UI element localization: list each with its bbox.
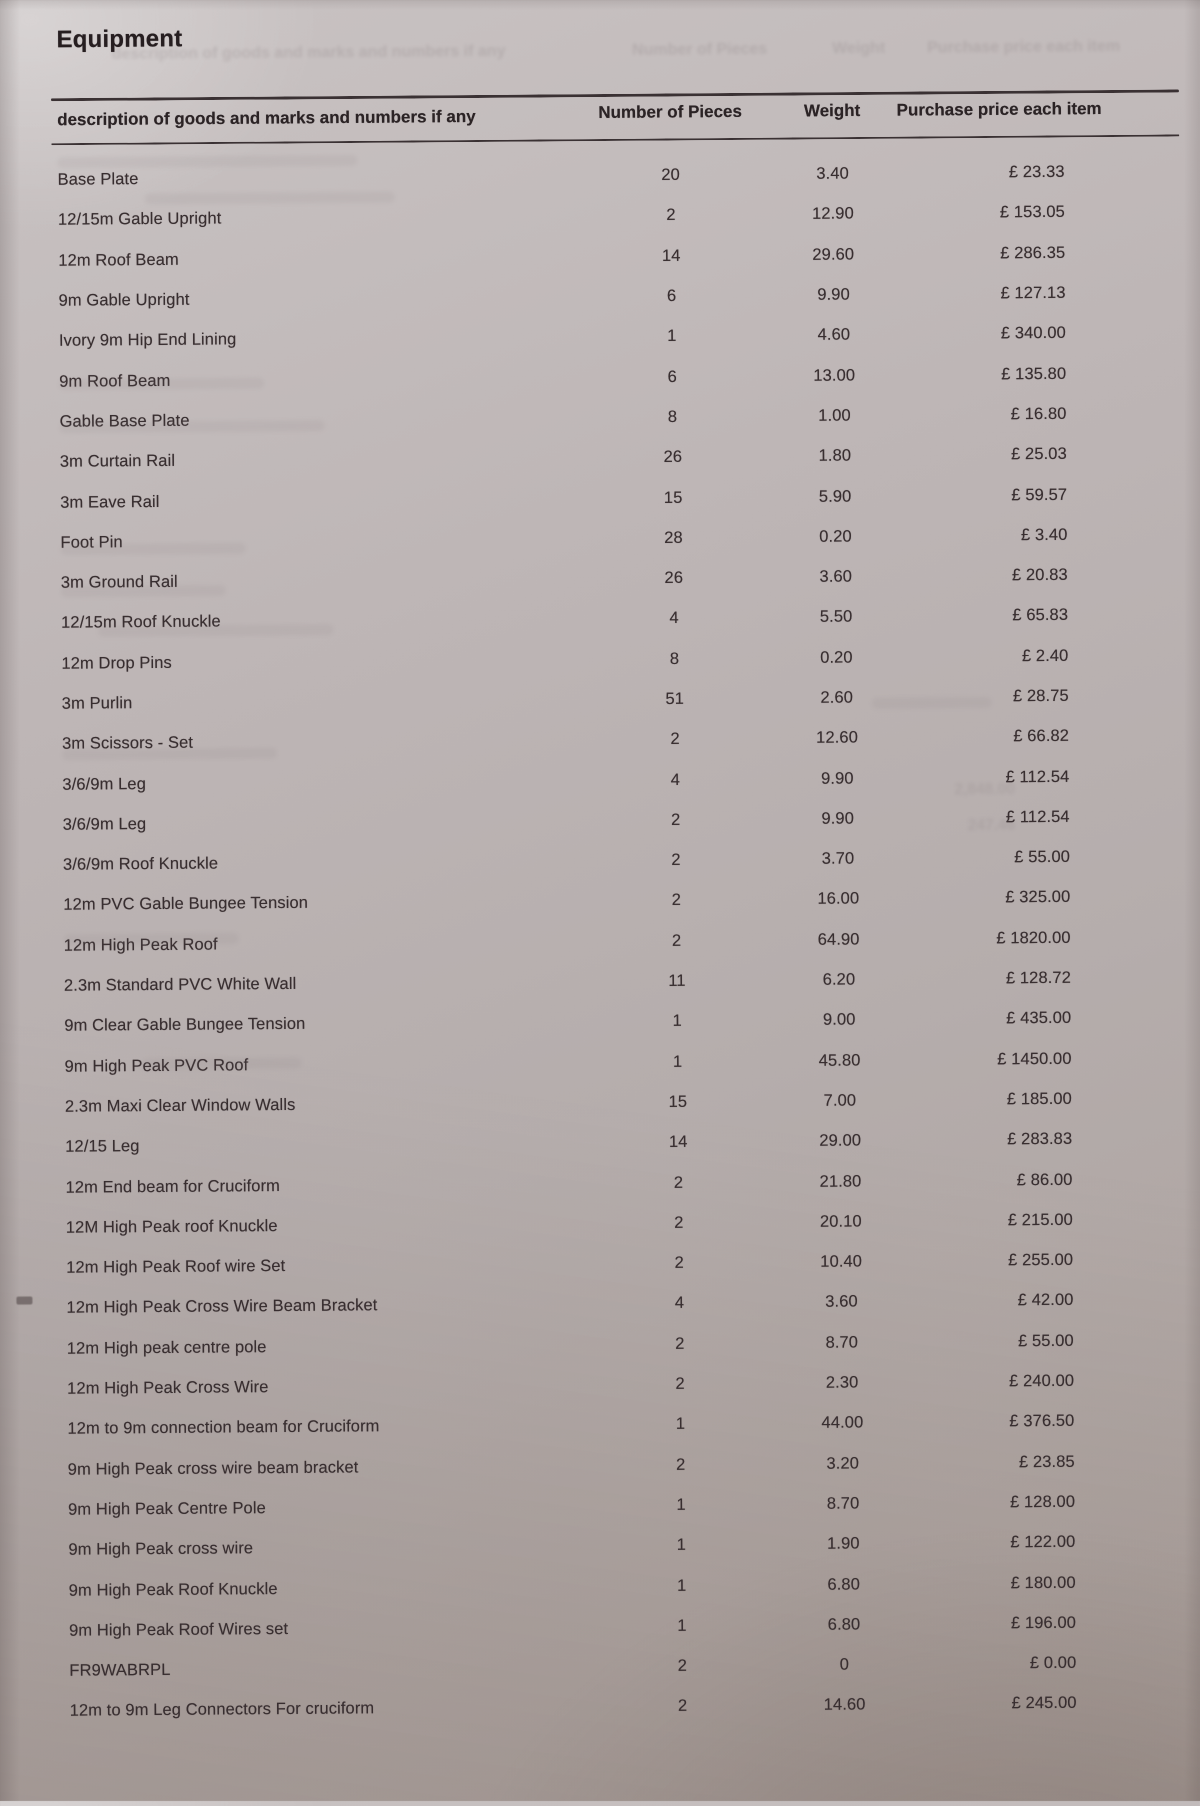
cell-description: 3m Ground Rail — [60, 572, 178, 592]
cell-price: £ 66.82 — [1013, 727, 1070, 746]
ghost-header-weight: Weight — [832, 39, 886, 58]
cell-pieces: 15 — [663, 488, 683, 507]
cell-description: 12M High Peak roof Knuckle — [65, 1216, 278, 1237]
cell-description: 12m High peak centre pole — [66, 1337, 267, 1358]
bleed-through-smudge — [142, 1057, 302, 1069]
cell-price: £ 340.00 — [1000, 324, 1066, 343]
cell-weight: 10.40 — [820, 1252, 863, 1271]
table-header-underline — [51, 134, 1179, 145]
cell-weight: 9.90 — [817, 285, 850, 304]
cell-weight: 9.90 — [821, 769, 854, 788]
cell-weight: 21.80 — [819, 1172, 862, 1191]
table-header-row — [0, 98, 1194, 137]
cell-weight: 20.10 — [819, 1212, 862, 1231]
cell-pieces: 6 — [667, 367, 677, 386]
cell-weight: 29.00 — [819, 1131, 862, 1151]
cell-price: £ 55.00 — [1017, 1331, 1074, 1350]
cell-description: 12m End beam for Cruciform — [65, 1176, 281, 1197]
cell-pieces: 2 — [673, 1173, 684, 1192]
cell-weight: 1.00 — [818, 406, 851, 425]
cell-price: £ 112.54 — [1005, 767, 1070, 786]
cell-weight: 1.90 — [827, 1534, 860, 1553]
bleed-through-smudge — [872, 697, 992, 709]
cell-pieces: 4 — [669, 609, 679, 628]
cell-weight: 8.70 — [825, 1333, 859, 1352]
cell-weight: 9.90 — [821, 809, 855, 828]
bleed-through-smudge — [64, 933, 239, 945]
cell-pieces: 2 — [666, 206, 676, 225]
ghost-header-price: Purchase price each item — [927, 37, 1121, 57]
cell-description: 2.3m Maxi Clear Window Walls — [64, 1095, 296, 1116]
cell-weight: 4.60 — [817, 325, 851, 345]
cell-price: £ 20.83 — [1011, 565, 1068, 585]
cell-pieces: 4 — [670, 770, 681, 789]
cell-pieces: 51 — [665, 689, 685, 708]
table-row — [7, 1683, 1200, 1733]
cell-description: 9m High Peak Roof Knuckle — [68, 1579, 278, 1600]
cell-pieces: 2 — [676, 1455, 686, 1474]
cell-price: £ 135.80 — [1001, 364, 1067, 383]
cell-weight: 0.20 — [819, 527, 852, 546]
cell-price: £ 325.00 — [1005, 888, 1071, 907]
cell-description: 12m to 9m Leg Connectors For cruciform — [69, 1699, 375, 1721]
cell-description: 12m PVC Gable Bungee Tension — [63, 894, 309, 915]
cell-description: 9m Gable Upright — [58, 290, 190, 310]
cell-description: Base Plate — [57, 170, 139, 189]
cell-price: £ 283.83 — [1007, 1130, 1073, 1149]
cell-price: £ 2.40 — [1021, 646, 1069, 665]
bleed-through-total-1: 2,848.00 — [954, 780, 1015, 799]
cell-price: £ 42.00 — [1017, 1291, 1074, 1310]
cell-weight: 9.00 — [822, 1010, 856, 1030]
cell-pieces: 1 — [672, 1012, 682, 1031]
ghost-header-description: description of goods and marks and numbers if any — [111, 42, 506, 63]
cell-pieces: 1 — [676, 1495, 686, 1514]
cell-price: £ 3.40 — [1020, 525, 1068, 544]
cell-pieces: 1 — [667, 327, 677, 346]
bleed-through-smudge — [62, 748, 277, 761]
cell-pieces: 2 — [677, 1656, 688, 1676]
cell-description: 2.3m Standard PVC White Wall — [63, 974, 297, 995]
cell-pieces: 15 — [668, 1092, 688, 1111]
cell-description: Gable Base Plate — [59, 411, 190, 431]
cell-price: £ 196.00 — [1010, 1613, 1077, 1633]
cell-price: £ 128.00 — [1009, 1492, 1076, 1512]
cell-description: 9m Clear Gable Bungee Tension — [64, 1015, 306, 1036]
ghost-header-pieces: Number of Pieces — [631, 40, 768, 59]
cell-price: £ 16.80 — [1010, 404, 1067, 424]
column-header-price: Purchase price each item — [896, 99, 1102, 120]
bleed-through-smudge — [61, 585, 226, 597]
cell-pieces: 2 — [677, 1697, 688, 1716]
cell-weight: 3.70 — [821, 849, 855, 868]
cell-price: £ 59.57 — [1011, 485, 1068, 504]
cell-description: 12/15m Gable Upright — [57, 209, 222, 230]
cell-weight: 14.60 — [823, 1695, 866, 1715]
cell-pieces: 14 — [668, 1133, 688, 1152]
cell-pieces: 1 — [676, 1536, 687, 1555]
cell-weight: 6.80 — [827, 1615, 861, 1634]
cell-weight: 13.00 — [813, 366, 856, 385]
cell-price: £ 435.00 — [1006, 1009, 1072, 1028]
cell-weight: 8.70 — [826, 1494, 860, 1513]
column-header-description: description of goods and marks and numbers if any — [57, 106, 476, 130]
cell-pieces: 2 — [674, 1254, 684, 1273]
cell-weight: 16.00 — [817, 889, 860, 909]
cell-description: 12m High Peak Roof wire Set — [66, 1257, 286, 1277]
cell-pieces: 2 — [670, 730, 680, 749]
cell-description: 3/6/9m Leg — [62, 774, 147, 794]
bleed-through-smudge — [61, 543, 246, 555]
cell-weight: 0 — [839, 1655, 850, 1674]
cell-price: £ 86.00 — [1016, 1170, 1073, 1189]
cell-pieces: 2 — [671, 931, 682, 950]
cell-description: 12m Roof Beam — [58, 250, 179, 270]
cell-price: £ 23.33 — [1008, 162, 1065, 182]
cell-pieces: 26 — [664, 568, 684, 588]
cell-price: £ 65.83 — [1012, 606, 1069, 625]
bleed-through-smudge — [59, 378, 264, 391]
cell-description: 12m High Peak Cross Wire Beam Bracket — [66, 1296, 378, 1318]
column-header-weight: Weight — [803, 100, 861, 121]
bleed-through-smudge — [57, 155, 357, 168]
cell-price: £ 28.75 — [1012, 686, 1069, 706]
cell-weight: 6.80 — [827, 1575, 861, 1594]
cell-description: 3m Purlin — [61, 694, 133, 713]
cell-pieces: 26 — [663, 448, 683, 467]
cell-price: £ 286.35 — [1000, 243, 1066, 263]
cell-description: FR9WABRPL — [69, 1661, 171, 1680]
cell-weight: 3.60 — [825, 1292, 858, 1312]
cell-price: £ 185.00 — [1006, 1089, 1072, 1109]
cell-price: £ 255.00 — [1008, 1250, 1074, 1270]
cell-pieces: 14 — [661, 246, 681, 265]
cell-pieces: 6 — [666, 286, 677, 305]
cell-description: 9m Roof Beam — [59, 371, 171, 391]
cell-pieces: 20 — [661, 165, 680, 185]
cell-price: £ 25.03 — [1010, 445, 1067, 464]
cell-pieces: 2 — [675, 1334, 685, 1353]
cell-description: 12m to 9m connection beam for Cruciform — [67, 1417, 380, 1439]
cell-weight: 6.20 — [822, 970, 856, 989]
cell-weight: 29.60 — [812, 245, 855, 264]
cell-description: 9m High Peak PVC Roof — [64, 1055, 249, 1076]
cell-pieces: 2 — [675, 1374, 685, 1393]
cell-weight: 3.60 — [819, 567, 853, 586]
cell-price: £ 240.00 — [1009, 1371, 1075, 1391]
cell-weight: 45.80 — [818, 1051, 861, 1070]
cell-price: £ 245.00 — [1011, 1694, 1077, 1713]
cell-pieces: 1 — [676, 1576, 687, 1595]
bleed-through-smudge — [98, 624, 333, 637]
cell-weight: 5.90 — [818, 487, 852, 506]
cell-price: £ 180.00 — [1010, 1573, 1076, 1592]
cell-description: 12/15 Leg — [65, 1137, 140, 1156]
cell-pieces: 1 — [675, 1415, 686, 1434]
cell-weight: 1.80 — [818, 446, 852, 465]
cell-price: £ 127.13 — [1000, 283, 1066, 303]
cell-description: 9m High Peak cross wire beam bracket — [67, 1458, 359, 1479]
cell-price: £ 376.50 — [1009, 1412, 1075, 1431]
cell-weight: 5.50 — [819, 607, 853, 627]
bleed-through-total-2: 247.46 — [967, 816, 1016, 835]
cell-price: £ 153.05 — [999, 203, 1065, 222]
bleed-through-smudge — [60, 420, 325, 433]
cell-weight: 64.90 — [817, 930, 860, 949]
cell-pieces: 2 — [671, 851, 681, 870]
cell-description: 3m Eave Rail — [60, 492, 160, 512]
cell-pieces: 2 — [671, 891, 682, 910]
cell-pieces: 4 — [674, 1294, 685, 1313]
cell-price: £ 122.00 — [1010, 1533, 1076, 1552]
cell-description: Foot Pin — [60, 533, 123, 552]
cell-weight: 12.60 — [816, 728, 859, 748]
cell-price: £ 23.85 — [1018, 1452, 1075, 1471]
paper-mark — [16, 1296, 32, 1304]
cell-price: £ 1450.00 — [997, 1049, 1072, 1069]
cell-weight: 44.00 — [821, 1413, 864, 1433]
cell-description: 3/6/9m Roof Knuckle — [62, 854, 219, 874]
cell-description: 12m High Peak Cross Wire — [67, 1378, 269, 1398]
cell-price: £ 215.00 — [1007, 1210, 1073, 1230]
cell-pieces: 1 — [677, 1616, 687, 1635]
cell-description: 3m Curtain Rail — [59, 452, 176, 471]
cell-price: £ 1820.00 — [996, 928, 1071, 948]
cell-description: 3/6/9m Leg — [62, 814, 147, 834]
cell-description: 12m High Peak Roof — [63, 935, 218, 955]
cell-description: 9m High Peak Centre Pole — [68, 1499, 266, 1519]
cell-description: 9m High Peak cross wire — [68, 1539, 254, 1559]
cell-weight: 3.20 — [826, 1454, 860, 1473]
cell-pieces: 2 — [674, 1213, 684, 1232]
cell-pieces: 8 — [667, 407, 678, 426]
cell-description: 9m High Peak Roof Wires set — [68, 1619, 289, 1640]
cell-price: £ 112.54 — [1005, 807, 1070, 827]
cell-pieces: 28 — [664, 528, 683, 547]
bleed-through-smudge — [145, 192, 395, 205]
page-title: Equipment — [56, 25, 183, 54]
cell-pieces: 2 — [670, 810, 681, 829]
cell-weight: 12.90 — [811, 204, 854, 224]
cell-price: £ 0.00 — [1029, 1653, 1077, 1673]
cell-weight: 2.60 — [820, 688, 854, 707]
cell-description: 3m Scissors - Set — [62, 733, 194, 754]
cell-description: 12m Drop Pins — [61, 653, 172, 673]
cell-pieces: 8 — [669, 649, 680, 668]
cell-price: £ 55.00 — [1014, 847, 1071, 867]
cell-weight: 7.00 — [823, 1091, 857, 1110]
cell-weight: 2.30 — [825, 1373, 859, 1392]
cell-price: £ 128.72 — [1005, 968, 1072, 988]
cell-pieces: 1 — [672, 1052, 683, 1071]
cell-description: 12/15m Roof Knuckle — [61, 612, 221, 633]
cell-weight: 0.20 — [820, 648, 853, 667]
cell-description: Ivory 9m Hip End Lining — [58, 330, 237, 351]
cell-weight: 3.40 — [816, 164, 849, 183]
cell-pieces: 11 — [668, 971, 686, 991]
column-header-pieces: Number of Pieces — [598, 101, 742, 122]
